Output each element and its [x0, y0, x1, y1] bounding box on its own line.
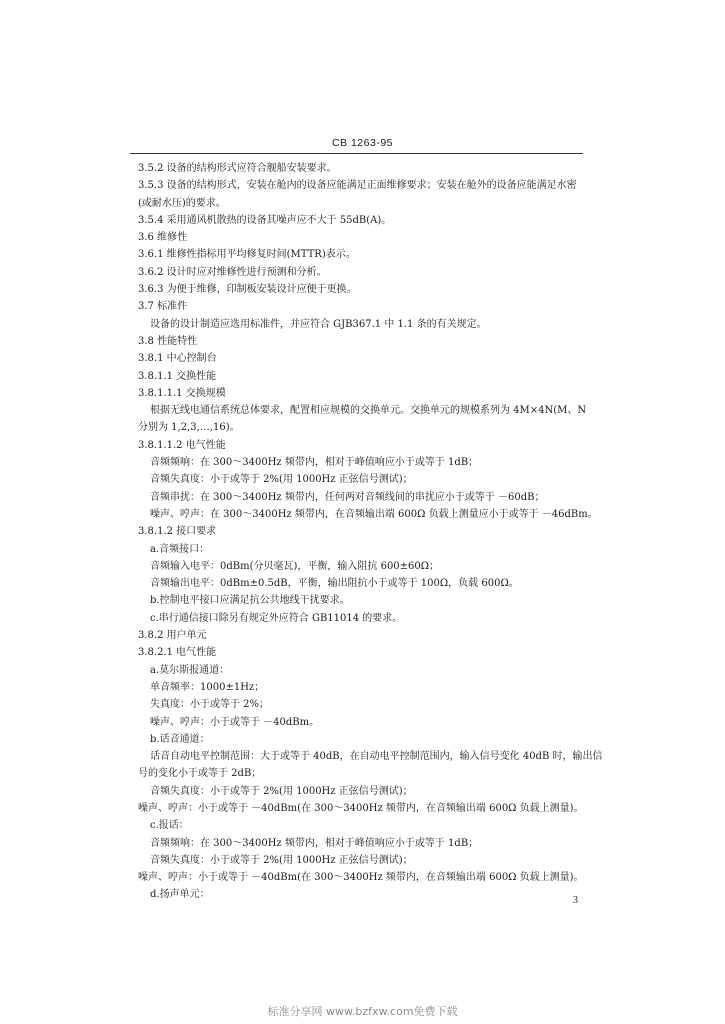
document-body: [138, 160, 603, 904]
standard-code-header: CB 1263-95: [331, 137, 394, 149]
page-number: 3: [573, 895, 578, 906]
voice-alc-range: 话音自动电平控制范围：大于或等于 40dB，在自动电平控制范围内，输入信号变化 40dB 时，输出信: [150, 751, 603, 763]
clause-3-8-1-1-1-text: 根据无线电通信系统总体要求，配置相应规模的交换单元。交换单元的规模系列为 4M×4N(M、N: [150, 405, 587, 417]
audio-output-level: 音频输出电平：0dBm±0.5dB，平衡，输出阻抗小于或等于 100Ω，负载 600Ω。: [150, 578, 519, 590]
noise-hum-morse: 噪声、哼声：小于或等于 －40dBm。: [150, 716, 320, 728]
clause-3-6-3: 3.6.3 为便于维修，印制板安装设计应便于更换。: [138, 284, 357, 296]
item-c-telegraph-voice: c.报话：: [150, 820, 189, 832]
item-a-morse-channel: a.莫尔斯报通道：: [150, 664, 230, 676]
item-b-voice-channel: b.话音通道：: [150, 733, 210, 745]
clause-3-8-1-1-2-heading: 3.8.1.1.2 电气性能: [138, 439, 226, 451]
clause-3-5-3: 3.5.3 设备的结构形式，安装在舱内的设备应能满足正面维修要求；安装在舱外的设备应能满足水密: [138, 180, 577, 192]
clause-3-7-text: 设备的设计制造应选用标准件，并应符合 GJB367.1 中 1.1 条的有关规定。: [150, 318, 487, 330]
item-c-serial-interface: c.串行通信接口除另有规定外应符合 GB11014 的要求。: [150, 612, 403, 624]
item-d-speaker-unit: d.扬声单元：: [150, 889, 210, 901]
clause-3-8-1-heading: 3.8.1 中心控制台: [138, 353, 217, 365]
voice-noise-hum: 噪声、哼声：小于或等于 －40dBm(在 300～3400Hz 频带内，在音频输出端 600Ω 负载上测量)。: [138, 802, 584, 814]
section-3-8-heading: 3.8 性能特性: [138, 335, 198, 347]
tv-frequency-response: 音频频响：在 300～3400Hz 频带内，相对于峰值响应小于或等于 1dB；: [150, 837, 479, 849]
clause-3-8-1-1-heading: 3.8.1.1 交换性能: [138, 370, 217, 382]
clause-3-6-1: 3.6.1 维修性指标用平均修复时间(MTTR)表示。: [138, 249, 356, 261]
clause-3-5-4: 3.5.4 采用通风机散热的设备其噪声应不大于 55dB(A)。: [138, 214, 392, 226]
clause-3-5-2: 3.5.2 设备的结构形式应符合舰船安装要求。: [138, 163, 337, 174]
clause-3-8-1-2-heading: 3.8.1.2 接口要求: [138, 526, 217, 538]
clause-3-8-2-1-heading: 3.8.2.1 电气性能: [138, 647, 217, 659]
noise-hum: 噪声、哼声：在 300～3400Hz 频带内，在音频输出端 600Ω 负载上测量应小于或等于 －46dBm。: [150, 508, 598, 520]
header-rule: [130, 153, 583, 154]
tv-noise-hum: 噪声、哼声：小于或等于 －40dBm(在 300～3400Hz 频带内，在音频输出端 600Ω 负载上测量)。: [138, 872, 584, 884]
clause-3-8-1-1-1-text-cont: 分别为 1,2,3,…,16)。: [138, 422, 240, 434]
voice-audio-distortion: 音频失真度：小于或等于 2%(用 1000Hz 正弦信号测试)；: [150, 785, 413, 797]
distortion: 失真度：小于或等于 2%；: [150, 699, 270, 711]
audio-input-level: 音频输入电平：0dBm(分贝毫瓦)，平衡，输入阻抗 600±60Ω；: [150, 560, 440, 572]
section-3-7-heading: 3.7 标准件: [138, 301, 188, 313]
audio-crosstalk: 音频串扰：在 300～3400Hz 频带内，任何两对音频线间的串扰应小于或等于 －60dB；: [150, 491, 545, 503]
clause-3-5-3-cont: (或耐水压)的要求。: [138, 197, 226, 209]
watermark-footer: 标准分享网 www.bzfxw.com免费下载: [267, 1005, 458, 1018]
tv-audio-distortion: 音频失真度：小于或等于 2%(用 1000Hz 正弦信号测试)；: [150, 854, 413, 866]
audio-frequency-response: 音频频响：在 300～3400Hz 频带内，相对于峰值响应小于或等于 1dB；: [150, 457, 479, 469]
item-a-audio-interface: a.音频接口：: [150, 543, 210, 555]
voice-alc-range-cont: 号的变化小于或等于 2dB；: [138, 768, 262, 780]
clause-3-8-2-heading: 3.8.2 用户单元: [138, 630, 207, 642]
audio-distortion: 音频失真度：小于或等于 2%(用 1000Hz 正弦信号测试)；: [150, 474, 413, 486]
section-3-6-heading: 3.6 维修性: [138, 232, 188, 244]
clause-3-6-2: 3.6.2 设计时应对维修性进行预测和分析。: [138, 266, 327, 278]
clause-3-8-1-1-1-heading: 3.8.1.1.1 交换规模: [138, 387, 226, 399]
item-b-control-interface: b.控制电平接口应满足抗公共地线干扰要求。: [150, 595, 350, 607]
single-tone-frequency: 单音频率：1000±1Hz；: [150, 681, 265, 693]
